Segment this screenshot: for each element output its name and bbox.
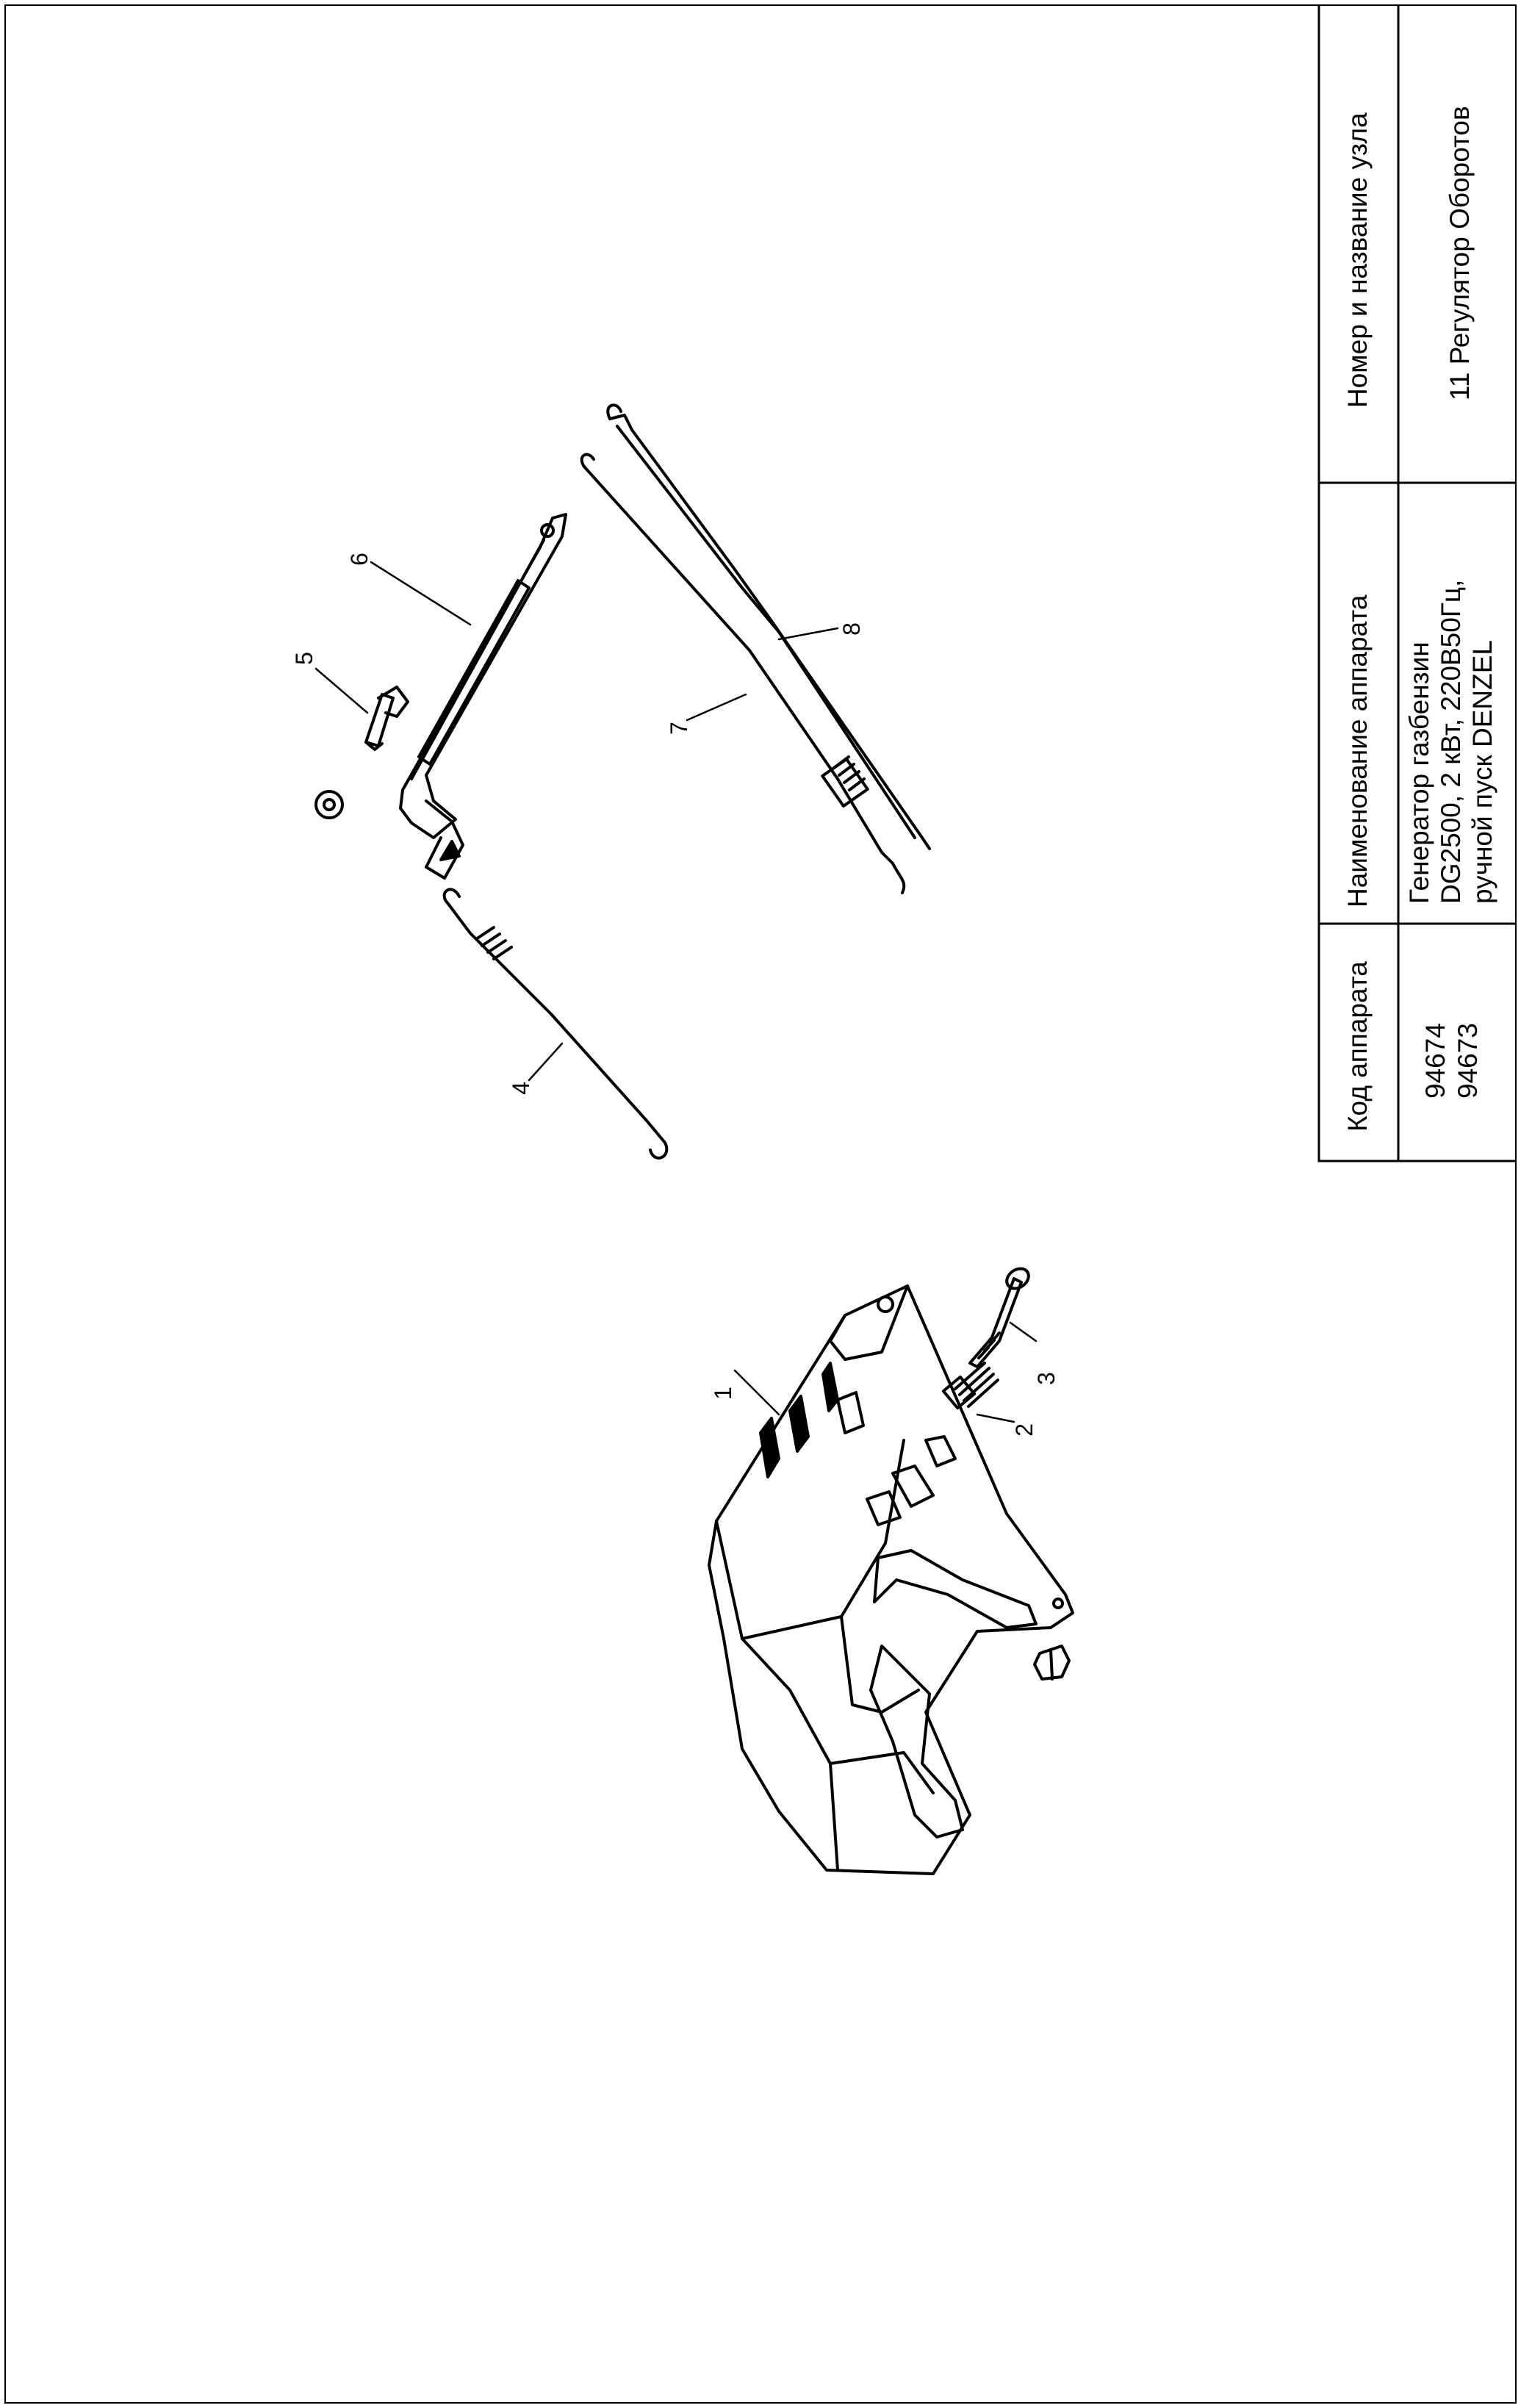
device-name-line-1: Генератор газбензин [1404, 641, 1434, 904]
callout-2: 2 [1010, 1423, 1038, 1437]
callout-8: 8 [838, 622, 865, 636]
part-2-spring [943, 1363, 998, 1408]
part-1-bracket [709, 1286, 1073, 1874]
callout-1: 1 [709, 1387, 736, 1400]
node-name: 11 Регулятор Оборотов [1445, 106, 1475, 400]
callout-4: 4 [507, 1082, 534, 1095]
callout-3: 3 [1032, 1372, 1060, 1385]
device-name-line-2: DG2500, 2 кВт, 220В50Гц, [1436, 579, 1466, 904]
part-5-nut [316, 791, 342, 818]
part-5-stop-lever [366, 687, 408, 750]
header-code: Код аппарата [1342, 961, 1373, 1132]
callout-leaders [316, 562, 1036, 1422]
code-94673: 94673 [1453, 1023, 1483, 1099]
device-name-line-3: ручной пуск DENZEL [1467, 640, 1497, 904]
callout-5: 5 [290, 652, 317, 665]
callout-7: 7 [665, 722, 692, 735]
part-3-bolt [970, 1265, 1032, 1367]
part-4-rod-with-spring [445, 889, 667, 1158]
part-8-spring-rod [608, 405, 930, 849]
header-node: Номер и название узла [1342, 112, 1373, 408]
code-94674: 94674 [1420, 1023, 1450, 1099]
header-name: Наименование аппарата [1342, 594, 1373, 908]
part-7-link-rod [582, 454, 905, 893]
bracket-hex-bolt [1035, 1646, 1069, 1679]
callout-6: 6 [345, 553, 373, 566]
part-6-governor-arm [400, 514, 566, 878]
